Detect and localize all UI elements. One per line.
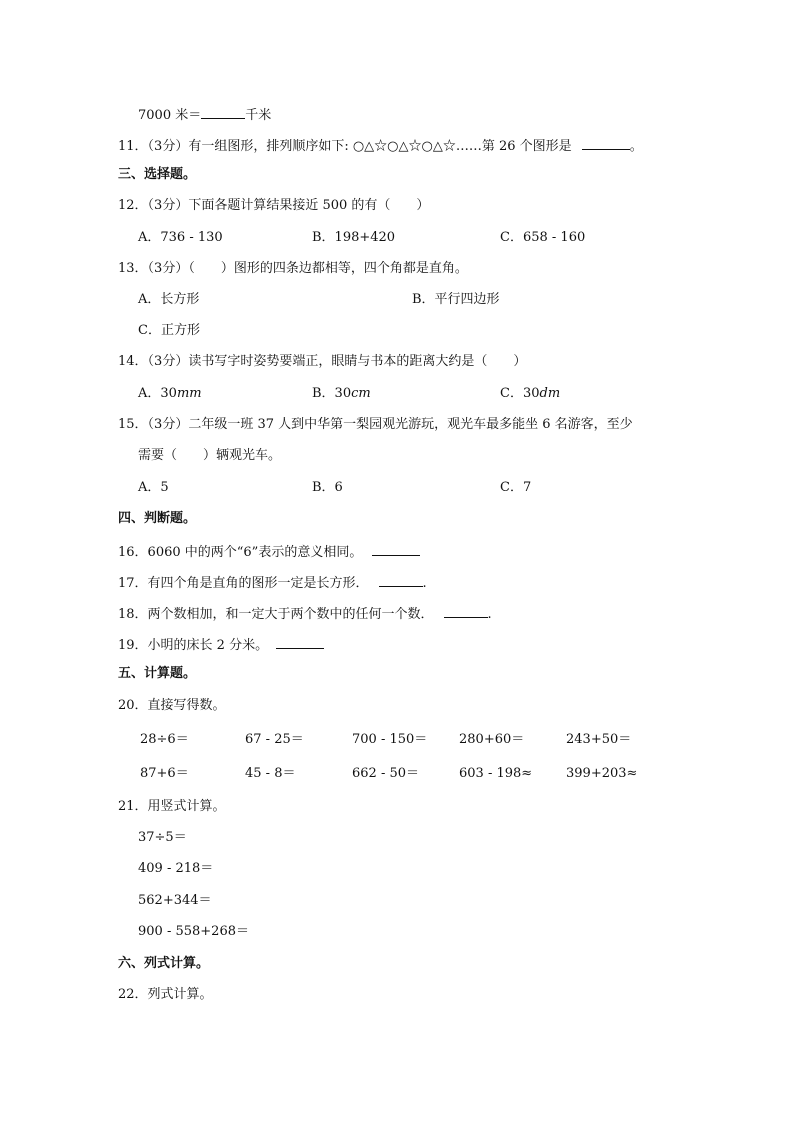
q20-row1-item1: 28÷6＝ <box>140 732 189 747</box>
question-15-stem-line2: 需要（ ）辆观光车。 <box>138 448 282 463</box>
q14-option-a-unit: mm <box>176 386 202 401</box>
q14-option-b[interactable] <box>312 385 371 403</box>
q14-option-c[interactable] <box>500 385 560 403</box>
q10-left-text: 7000 米＝ <box>138 108 202 123</box>
question-20-stem: 20．直接写得数。 <box>118 698 226 713</box>
q14-option-c-unit: dm <box>539 386 561 401</box>
q21-item4: 900 - 558+268＝ <box>138 924 249 939</box>
q11-suffix: 。 <box>629 139 643 154</box>
q19-text: 19．小明的床长 2 分米。 <box>118 638 269 653</box>
q15-option-c[interactable]: C．7 <box>500 480 532 495</box>
q13-option-a[interactable]: A．长方形 <box>138 292 200 307</box>
question-18 <box>118 603 492 624</box>
q14-option-c-label: C．30 <box>500 386 540 401</box>
q12-option-b[interactable]: B．198+420 <box>312 230 396 245</box>
q14-option-b-unit: cm <box>351 386 371 401</box>
q11-answer-blank[interactable] <box>582 135 630 150</box>
q20-row2-item5: 399+203≈ <box>566 766 638 781</box>
question-12-stem: 12．（3分）下面各题计算结果接近 500 的有（ ） <box>118 198 430 213</box>
q20-row2-item2: 45 - 8＝ <box>245 766 296 781</box>
q20-row2-item3: 662 - 50＝ <box>352 766 420 781</box>
q14-option-a-label: A．30 <box>138 386 177 401</box>
section-5-heading: 五、计算题。 <box>118 666 197 681</box>
q17-answer-blank[interactable] <box>379 572 423 587</box>
q21-item1: 37÷5＝ <box>138 830 187 845</box>
q17-suffix: . <box>422 576 427 591</box>
q14-option-b-label: B．30 <box>312 386 352 401</box>
q20-row1-item2: 67 - 25＝ <box>245 732 304 747</box>
q10-right-text: 千米 <box>245 108 272 123</box>
section-4-heading: 四、判断题。 <box>118 511 197 526</box>
q20-row2-item4: 603 - 198≈ <box>459 766 533 781</box>
q13-option-b[interactable]: B．平行四边形 <box>412 292 500 307</box>
q20-row1-item5: 243+50＝ <box>566 732 632 747</box>
q20-row2-item1: 87+6＝ <box>140 766 189 781</box>
question-11 <box>118 135 643 156</box>
q12-option-c[interactable]: C．658 - 160 <box>500 230 586 245</box>
q17-text: 17．有四个角是直角的图形一定是长方形． <box>118 576 369 591</box>
question-19 <box>118 634 324 655</box>
question-16 <box>118 541 420 562</box>
q18-text: 18．两个数相加，和一定大于两个数中的任何一个数． <box>118 607 434 622</box>
question-21-stem: 21．用竖式计算。 <box>118 799 226 814</box>
question-22-stem: 22．列式计算。 <box>118 987 213 1002</box>
q21-item3: 562+344＝ <box>138 893 212 908</box>
q18-suffix: . <box>487 607 492 622</box>
q19-answer-blank[interactable] <box>276 634 324 649</box>
question-14-stem: 14．（3分）读书写字时姿势要端正，眼睛与书本的距离大约是（ ） <box>118 354 527 369</box>
q10-answer-line <box>138 104 271 125</box>
q20-row1-item4: 280+60＝ <box>459 732 525 747</box>
q12-option-a[interactable]: A．736 - 130 <box>138 230 223 245</box>
q10-answer-blank[interactable] <box>201 104 245 119</box>
q21-item2: 409 - 218＝ <box>138 861 214 876</box>
q16-answer-blank[interactable] <box>372 541 420 556</box>
q11-text: 11．（3分）有一组图形，排列顺序如下: ○△☆○△☆○△☆……第 26 个图形是 <box>118 139 576 154</box>
question-13-stem: 13．（3分）（ ）图形的四条边都相等，四个角都是直角。 <box>118 261 468 276</box>
question-15-stem-line1: 15．（3分）二年级一班 37 人到中华第一梨园观光游玩，观光车最多能坐 6 名游客，至少 <box>118 417 633 432</box>
question-17 <box>118 572 427 593</box>
q18-answer-blank[interactable] <box>444 603 488 618</box>
q13-option-c[interactable]: C．正方形 <box>138 323 200 338</box>
section-6-heading: 六、列式计算。 <box>118 956 210 971</box>
q14-option-a[interactable] <box>138 385 202 403</box>
section-3-heading: 三、选择题。 <box>118 167 197 182</box>
q20-row1-item3: 700 - 150＝ <box>352 732 428 747</box>
q15-option-a[interactable]: A．5 <box>138 480 169 495</box>
q15-option-b[interactable]: B．6 <box>312 480 343 495</box>
q16-text: 16．6060 中的两个“6”表示的意义相同。 <box>118 545 363 560</box>
